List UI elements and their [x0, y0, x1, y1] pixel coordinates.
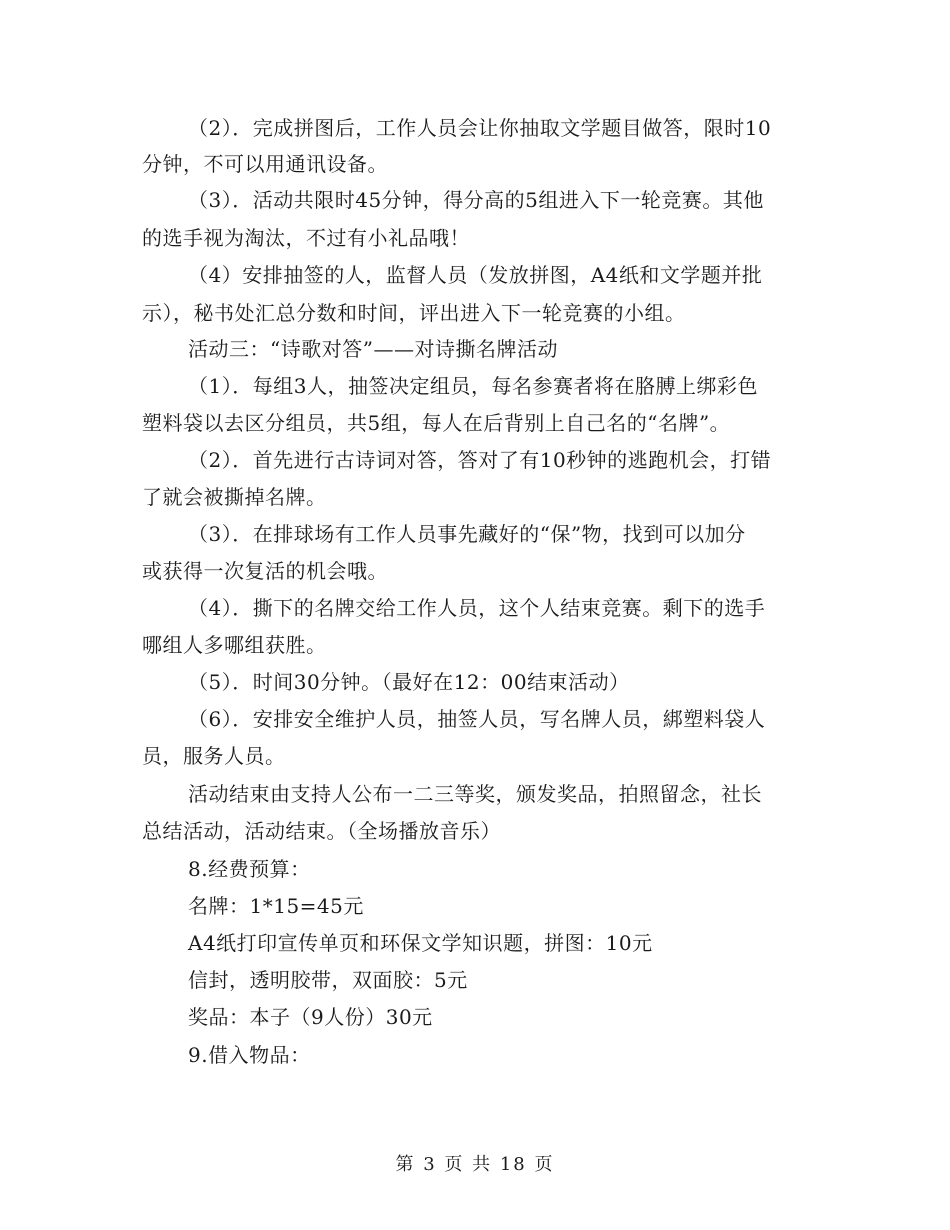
paragraph-line: （2）．完成拼图后，工作人员会让你抽取文学题目做答，限时10 — [188, 116, 772, 140]
paragraph-line: （4）．撕下的名牌交给工作人员，这个人结束竞赛。剩下的选手 — [188, 596, 766, 620]
paragraph-line: （3）．活动共限时45分钟，得分高的5组进入下一轮竞赛。其他 — [188, 188, 764, 212]
budget-item: 名牌：1*15=45元 — [188, 894, 364, 918]
paragraph-line: 哪组人多哪组获胜。 — [142, 633, 327, 657]
budget-item: A4纸打印宣传单页和环保文学知识题，拼图：10元 — [188, 931, 653, 955]
budget-item: 奖品：本子（9人份）30元 — [188, 1005, 433, 1029]
paragraph-line: （4）安排抽签的人，监督人员（发放拼图，A4纸和文学题并批 — [188, 263, 763, 287]
paragraph-line: 塑料袋以去区分组员，共5组，每人在后背别上自己名的“名牌”。 — [142, 411, 731, 435]
page-number-footer: 第 3 页 共 18 页 — [395, 1154, 555, 1175]
paragraph-line: 的选手视为淘汰，不过有小礼品哦！ — [142, 226, 470, 250]
paragraph-line: 或获得一次复活的机会哦。 — [142, 559, 388, 583]
paragraph-line: 分钟，不可以用通讯设备。 — [142, 152, 388, 176]
paragraph-line: （3）．在排球场有工作人员事先藏好的“保”物，找到可以加分 — [188, 522, 746, 546]
paragraph-line: 总结活动，活动结束。（全场播放音乐） — [142, 819, 501, 843]
paragraph-line: 示），秘书处汇总分数和时间，评出进入下一轮竞赛的小组。 — [142, 301, 686, 325]
section-heading: 9.借入物品： — [188, 1043, 311, 1067]
paragraph-line: （5）．时间30分钟。（最好在12：00结束活动） — [188, 670, 630, 694]
section-heading: 8.经费预算： — [188, 857, 311, 881]
paragraph-line: 活动结束由支持人公布一二三等奖，颁发奖品，拍照留念，社长 — [188, 782, 762, 806]
paragraph-line: （1）．每组3人，抽签决定组员，每名参赛者将在胳膊上绑彩色 — [188, 374, 758, 398]
budget-item: 信封，透明胶带，双面胶：5元 — [188, 968, 468, 992]
paragraph-line: 员，服务人员。 — [142, 744, 286, 768]
paragraph-line: （2）．首先进行古诗词对答，答对了有10秒钟的逃跑机会，打错 — [188, 448, 772, 472]
paragraph-line: 了就会被撕掉名牌。 — [142, 485, 327, 509]
section-heading: 活动三：“诗歌对答”——对诗撕名牌活动 — [188, 337, 558, 361]
paragraph-line: （6）．安排安全维护人员，抽签人员，写名牌人员，綁塑料袋人 — [188, 707, 766, 731]
